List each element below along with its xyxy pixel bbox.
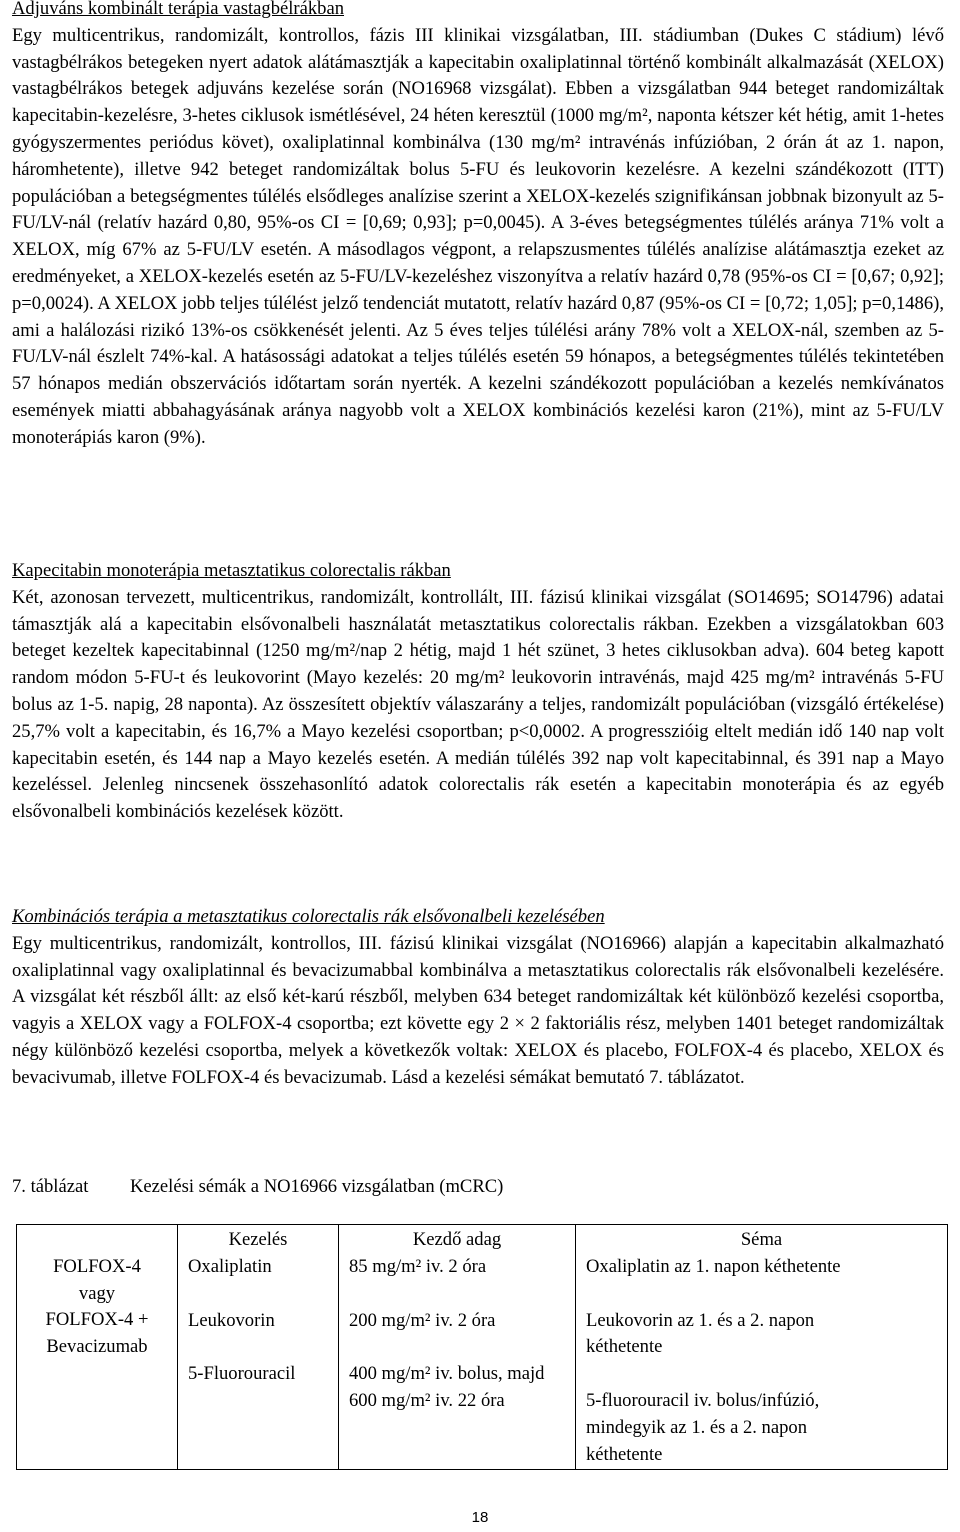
schedule-text: Leukovorin az 1. és a 2. napon kéthetente xyxy=(586,1309,815,1358)
section-paragraph: Egy multicentrikus, randomizált, kontrollos, fázis III klinikai vizsgálatban, III. stádiumban (Dukes C stádium) lévő vastagbélrákos betegeken nyert adatok alátámasztják a kapecitabin oxaliplatinnal történő kombinált alkalmazását (XELOX) vastagbélrákos betegek adjuváns kezelése során (NO16968 vizsgálat). Ebben a vizsgálatban 944 beteget randomizáltak kapecitabin-kezelésre, 3-hetes ciklusok ismétlésével, 24 héten keresztül (1000 mg/m², naponta kétszer két hétig, amit 1-hetes gyógyszermentes periódus követ), oxaliplatinnal kombinálva (130 mg/m² intravénás infúzióban, 2 órán át az 1. napon, háromhetente), illetve 942 beteget randomizáltak bolus 5-FU és leukovorin kezelésre. A kezelni szándékozott (ITT) populációban a betegségmentes túlélés elsődleges analízise szerint a XELOX-kezelés szignifikánsan jobbnak bizonyult az 5-FU/LV-nál (relatív hazárd 0,80, 95%-os CI = [0,69; 0,93]; p=0,0045). A 3-éves betegségmentes túlélés aránya 71% volt a XELOX, míg 67% az 5-FU/LV esetén. A másodlagos végpont, a relapszusmentes túlélés analízise alátámasztja ezeket az eredményeket, a XELOX-kezelés esetén az 5-FU/LV-kezeléshez viszonyítva a relatív hazárd 0,78 (95%-os CI = [0,67; 0,92]; p=0,0024). A XELOX jobb teljes túlélést jelző tendenciát mutatott, relatív hazárd 0,87 (95%-os CI = [0,72; 1,05]; p=0,1486), ami a halálozási rizikó 13%-os csökkenését jelenti. Az 5 éves teljes túlélési arány 78% volt a XELOX-nál, szemben az 5-FU/LV-nál észlelt 74%-kal. A hatásossági adatokat a teljes túlélés esetén 59 hónapos, a betegségmentes túlélés tekintetében 57 hónapos medián obszervációs időtartam során nyerték. A kezelni szándékozott populációban a kezelés nemkívánatos események miatti abbahagyásának aránya nagyobb volt a XELOX kombinációs kezelési karon (21%), mint az 5-FU/LV monoterápiás karon (9%). xyxy=(12,24,944,448)
section-paragraph: Egy multicentrikus, randomizált, kontrollos, III. fázisú klinikai vizsgálat (NO16966) alapján a kapecitabin alkalmazható oxaliplatinnal vagy oxaliplatinnal és bevacizumabbal kombinálva a metasztatikus colorectalis rák elsővonalbeli kezelésére. A vizsgálat két részből állt: az első két-karú részből, melyben 634 beteget randomizáltak két különböző kezelési csoportba, vagyis a XELOX vagy a FOLFOX-4 csoportba; ezt követte egy 2 × 2 faktoriális rész, melyben 1401 beteget randomizáltak négy különböző kezelési csoportba, melyek a következők voltak: XELOX és placebo, FOLFOX-4 és placebo, XELOX és bevacivumab, illetve FOLFOX-4 és bevacizumab. Lásd a kezelési sémákat bemutató 7. táblázatot. xyxy=(12,932,944,1088)
regimen-line: vagy xyxy=(78,1282,116,1304)
table-caption xyxy=(12,1174,944,1201)
section-combination xyxy=(12,904,944,1092)
agent-name: 5-Fluorouracil xyxy=(188,1363,296,1385)
section-monotherapy xyxy=(12,558,944,826)
schedule-text: 5-fluorouracil iv. bolus/infúzió, mindegyik az 1. és a 2. napon kéthetente xyxy=(586,1390,820,1465)
regimen-table xyxy=(16,1224,948,1470)
table-header-cell: Kezelés xyxy=(178,1225,339,1254)
agent-cell xyxy=(178,1254,339,1469)
regimen-cell xyxy=(17,1254,178,1469)
section-heading: Kombinációs terápia a metasztatikus colorectalis rák elsővonalbeli kezelésében xyxy=(12,906,605,927)
section-adjuvant xyxy=(12,0,944,452)
dose-cell xyxy=(339,1254,576,1469)
regimen-line: Bevacizumab xyxy=(46,1336,148,1358)
schedule-cell xyxy=(576,1254,948,1469)
table-header-cell: Kezdő adag xyxy=(339,1225,576,1254)
regimen-line: FOLFOX-4 xyxy=(53,1255,141,1277)
table-header-cell: Séma xyxy=(576,1225,948,1254)
regimen-line: FOLFOX-4 + xyxy=(45,1309,149,1331)
page-number: 18 xyxy=(471,1509,489,1526)
agent-name: Leukovorin xyxy=(188,1309,275,1331)
dose-text: 400 mg/m² iv. bolus, majd 600 mg/m² iv. 22 óra xyxy=(349,1363,545,1412)
table-header-cell xyxy=(17,1225,178,1254)
table-row xyxy=(17,1254,948,1469)
section-paragraph: Két, azonosan tervezett, multicentrikus, randomizált, kontrollált, III. fázisú klinikai vizsgálat (SO14695; SO14796) adatai támasztják alá a kapecitabin elsővonalbeli használatát metasztatikus colorectalis rákban. Ezekben a vizsgálatokban 603 beteget kezeltek kapecitabinnal (1250 mg/m²/nap 2 hétig, majd 1 hét szünet, 3 hetes ciklusokban adva). 604 beteg kapott random módon 5-FU-t és leukovorint (Mayo kezelés: 20 mg/m² leukovorin intravénás, majd 425 mg/m² intravénás 5-FU bolus az 1-5. napig, 28 naponta). Az összesített objektív válaszarány a teljes, randomizált populációban (vizsgáló értékelése) 25,7% volt a kapecitabin, és 16,7% a Mayo kezelési csoportban; p<0,0002. A progresszióig eltelt medián idő 140 nap volt kapecitabin esetén, és 144 nap a Mayo kezelés esetén. A medián túlélés 392 nap volt kapecitabinnal, és 391 nap a Mayo kezeléssel. Jelenleg nincsenek összehasonlító adatok colorectalis rák esetén a kapecitabin monoterápia és az egyéb elsővonalbeli kombinációs kezelések között. xyxy=(12,586,944,823)
section-heading: Kapecitabin monoterápia metasztatikus colorectalis rákban xyxy=(12,560,451,581)
table-title: Kezelési sémák a NO16966 vizsgálatban (mCRC) xyxy=(130,1176,504,1197)
dose-text: 85 mg/m² iv. 2 óra xyxy=(349,1255,487,1277)
table-header-row xyxy=(17,1225,948,1254)
dose-text: 200 mg/m² iv. 2 óra xyxy=(349,1309,496,1331)
section-heading: Adjuváns kombinált terápia vastagbélrákban xyxy=(12,0,345,19)
table-number: 7. táblázat xyxy=(12,1176,89,1197)
agent-name: Oxaliplatin xyxy=(188,1255,272,1277)
schedule-text: Oxaliplatin az 1. napon kéthetente xyxy=(586,1255,841,1277)
